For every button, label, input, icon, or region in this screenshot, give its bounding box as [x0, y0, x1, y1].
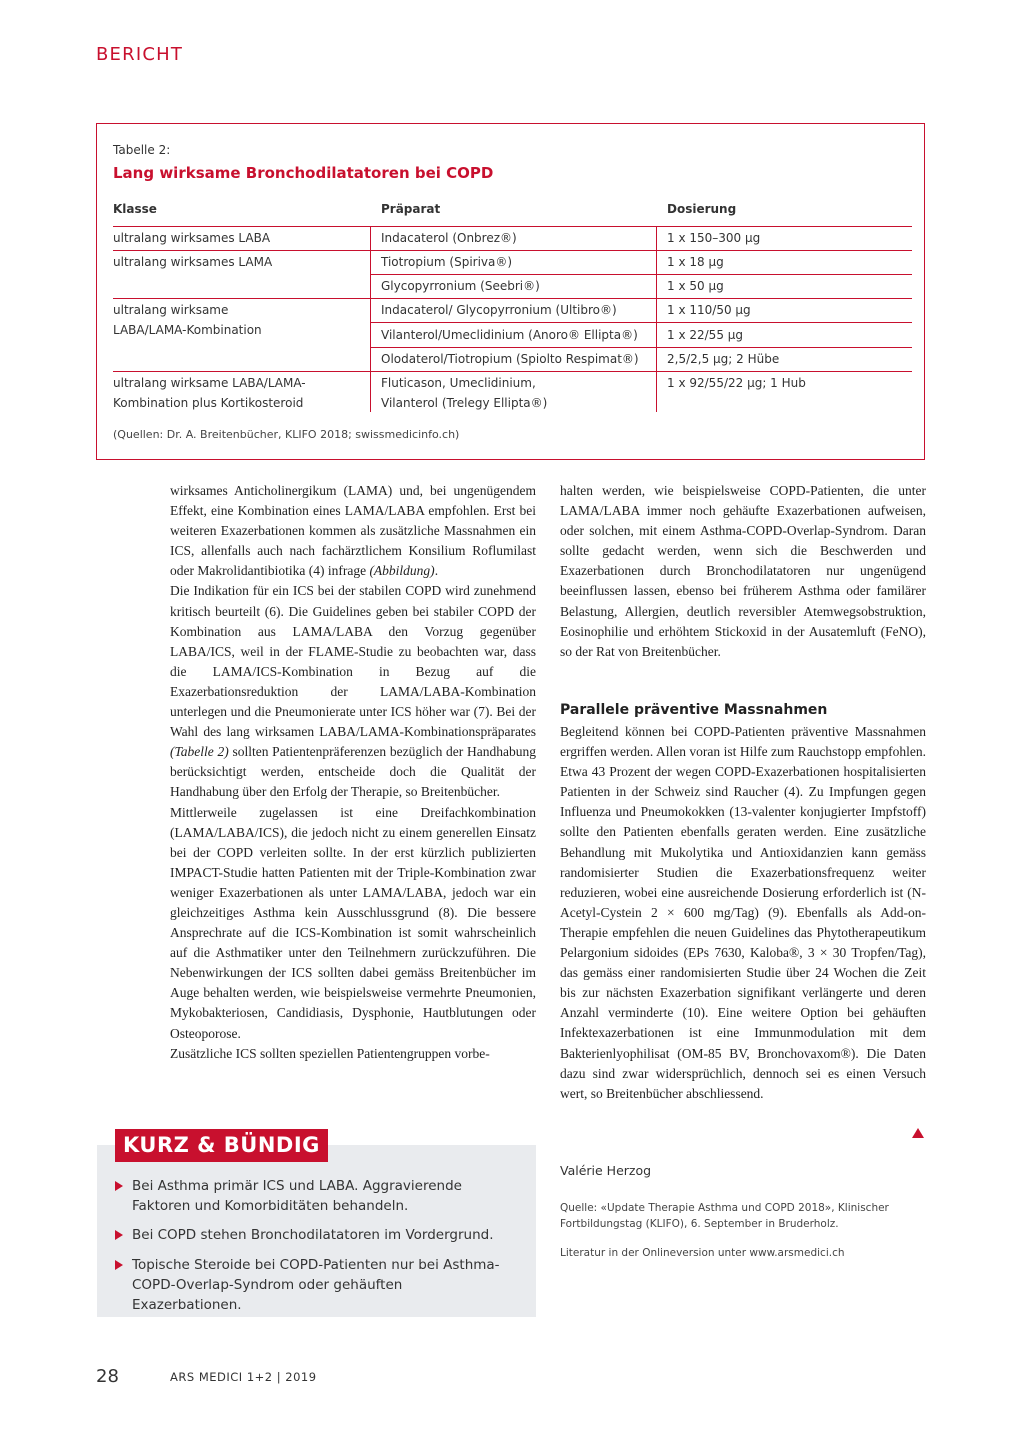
bullet-arrow-icon: [115, 1230, 123, 1240]
table-column-rule: [370, 226, 371, 412]
table-cell: 1 x 110/50 µg: [667, 303, 751, 317]
table-cell: 1 x 92/55/22 µg; 1 Hub: [667, 376, 806, 390]
table-rule: [113, 250, 912, 251]
journal-name: ARS MEDICI 1+2 | 2019: [170, 1370, 317, 1384]
source-note: Quelle: «Update Therapie Asthma und COPD 2018», Klinischer Fortbildungstag (KLIFO), 6. September in Bruderholz.: [560, 1202, 889, 1230]
table-cell: Olodaterol/Tiotropium (Spiolto Respimat®): [381, 352, 639, 366]
table-title: Lang wirksame Bronchodilatatoren bei COPD: [113, 164, 494, 182]
summary-bullet: Topische Steroide bei COPD-Patienten nur bei Asthma-COPD-Overlap-Syndrom oder gehäuften Exazerbationen.: [115, 1255, 515, 1315]
table-cell: 2,5/2,5 µg; 2 Hübe: [667, 352, 780, 366]
table-cell: Kombination plus Kortikosteroid: [113, 396, 304, 410]
table-cell: ultralang wirksames LAMA: [113, 255, 273, 269]
table-caption: Tabelle 2:: [113, 143, 171, 157]
bullet-arrow-icon: [115, 1181, 123, 1191]
summary-bullet: Bei COPD stehen Bronchodilatatoren im Vordergrund.: [115, 1225, 515, 1245]
table-header-klasse: Klasse: [113, 202, 157, 216]
table-cell: Vilanterol/Umeclidinium (Anoro® Ellipta®): [381, 328, 638, 342]
paragraph: halten werden, wie beispielsweise COPD-Patienten, die unter LAMA/LABA immer noch gehäufte Exazerbationen aufweisen, oder solchen, mit einem Asthma-COPD-Overlap-Syndrom. Daran sollte gedacht werden, wenn sich die Beschwerden und Exazerbationen durch Bronchodilatatoren nur ungenügend beeinflussen lassen, ebenso bei früherem Asthma oder familärer Belastung, Allergien, deutlich reversibler Atemwegsobstruktion, Eosinophilie und erhöhtem Stickoxid in der Ausatemluft (FeNO), so der Rat von Breitenbücher.: [560, 483, 926, 659]
table-cell: ultralang wirksame: [113, 303, 229, 317]
author: Valérie Herzog: [560, 1163, 652, 1178]
paragraph: Die Indikation für ein ICS bei der stabilen COPD wird zunehmend kritisch beurteilt (6). Die Guidelines geben bei stabiler COPD der Kombination aus LAMA/LABA den Vorzug gegenüber LABA/ICS, weil in der FLAME-Studie zu beobachten war, dass die LAMA/ICS-Kombination in Bezug auf die Exazerbationsreduktion der LAMA/LABA-Kombination unterlegen und die Pneumonierate unter ICS höher war (7). Bei der Wahl des lang wirksamen LABA/LAMA-Kombinationspräparates (Tabelle 2) sollten Patientenpräferenzen bezüglich der Handhabung berücksichtigt werden, entscheide doch die Qualität der Handhabung über den Erfolg der Therapie, so Breitenbücher.: [170, 583, 536, 800]
right-column-bottom: [560, 722, 926, 1104]
table-cell: 1 x 22/55 µg: [667, 328, 744, 342]
table-rule: [370, 347, 912, 348]
table-rule: [113, 226, 912, 227]
table-header-dosierung: Dosierung: [667, 202, 737, 216]
table-cell: 1 x 150–300 µg: [667, 231, 761, 245]
table-cell: LABA/LAMA-Kombination: [113, 323, 262, 337]
table-source: (Quellen: Dr. A. Breitenbücher, KLIFO 2018; swissmedicinfo.ch): [113, 428, 460, 441]
summary-bullet: Bei Asthma primär ICS und LABA. Aggravierende Faktoren und Komorbiditäten behandeln.: [115, 1176, 515, 1216]
table-column-rule: [656, 226, 657, 412]
table-cell: Indacaterol (Onbrez®): [381, 231, 517, 245]
table-cell: 1 x 18 µg: [667, 255, 724, 269]
page-number: 28: [96, 1366, 119, 1387]
right-column-top: [560, 481, 926, 662]
section-subheading: Parallele präventive Massnahmen: [560, 702, 828, 718]
summary-box-title: KURZ & BÜNDIG: [115, 1129, 328, 1162]
left-column: [170, 481, 536, 1064]
table-cell: Glycopyrronium (Seebri®): [381, 279, 540, 293]
table-cell: ultralang wirksame LABA/LAMA-: [113, 376, 306, 390]
table-cell: Vilanterol (Trelegy Ellipta®): [381, 396, 548, 410]
table-cell: Tiotropium (Spiriva®): [381, 255, 513, 269]
paragraph: Begleitend können bei COPD-Patienten präventive Massnahmen ergriffen werden. Allen voran ist Hilfe zum Rauchstopp empfohlen. Etwa 43 Prozent der wegen COPD-Exazerbationen hospitalisierten Patienten in der Schweiz sind Raucher (4). Zu Impfungen gegen Influenza und Pneumokokken (13-valenter konjugierter Impfstoff) sollte den Patienten ebenfalls geraten werden. Eine zusätzliche Behandlung mit Mukolytika und Antioxidanzien kann gemäss randomisierter Studien die Exazerbationsfrequenz weiter reduzieren, wobei eine ausreichende Dosierung erforderlich ist (N-Acetyl-Cystein 2 × 600 mg/Tag) (9). Ebenfalls als Add-on-Therapie empfehlen die neuen Guidelines das Phytotherapeutikum Pelargonium sidoides (EPs 7630, Kaloba®, 3 × 30 Tropfen/Tag), das gemäss einer randomisierten Studie über 24 Wochen die Zeit bis zur nächsten Exazerbation signifikant verlängerte und deren Anzahl verminderte (10). Eine weitere Option bei gehäuften Infektexazerbationen ist eine Immunmodulation mit dem Bakterienlyophilisat (OM-85 BV, Bronchovaxom®). Die Daten dazu sind zwar widersprüchlich, dennoch sei es einen Versuch wert, so Breitenbücher abschliessend.: [560, 724, 926, 1101]
section-label: BERICHT: [96, 44, 184, 65]
table-rule: [370, 274, 912, 275]
table-cell: 1 x 50 µg: [667, 279, 724, 293]
paragraph: wirksames Anticholinergikum (LAMA) und, bei ungenügendem Effekt, eine Kombination eines LAMA/LABA empfohlen. Erst bei weiteren Exazerbationen kommen als zusätzliche Massnahmen ein ICS, allenfalls auch nach fachärztlichem Konsilium Roflumilast oder Makrolidantibiotika (4) infrage (Abbildung).: [170, 483, 536, 579]
paragraph: Zusätzliche ICS sollten speziellen Patientengruppen vorbe-: [170, 1045, 490, 1061]
literature-note: Literatur in der Onlineversion unter www.arsmedici.ch: [560, 1247, 845, 1259]
table-rule: [370, 322, 912, 323]
table-cell: Indacaterol/ Glycopyrronium (Ultibro®): [381, 303, 617, 317]
red-triangle-icon: [912, 1128, 924, 1138]
table-header-praeparat: Präparat: [381, 202, 441, 216]
paragraph: Mittlerweile zugelassen ist eine Dreifachkombination (LAMA/LABA/ICS), die jedoch nicht zu einem generellen Einsatz bei der COPD verleiten sollte. In der erst kürzlich publizierten IMPACT-Studie hatten Patienten mit der Triple-Kombination zwar weniger Exazerbationen als unter LAMA/LABA, jedoch war ein gleichzeitiges Asthma kein Ausschlussgrund (8). Die bessere Ansprechrate auf die ICS-Kombination ist somit wahrscheinlich auf die Asthmatiker unter den Teilnehmern zurückzuführen. Die Nebenwirkungen der ICS sollten dabei gemäss Breitenbücher im Auge behalten werden, wie beispielsweise vermehrte Pneumonien, Mykobakteriosen, Candidiasis, Dysphonie, Hautblutungen oder Osteoporose.: [170, 804, 536, 1041]
table-cell: Fluticason, Umeclidinium,: [381, 376, 536, 390]
table-rule: [113, 371, 912, 372]
bullet-arrow-icon: [115, 1260, 123, 1270]
table-cell: ultralang wirksames LABA: [113, 231, 271, 245]
table-rule: [113, 298, 912, 299]
